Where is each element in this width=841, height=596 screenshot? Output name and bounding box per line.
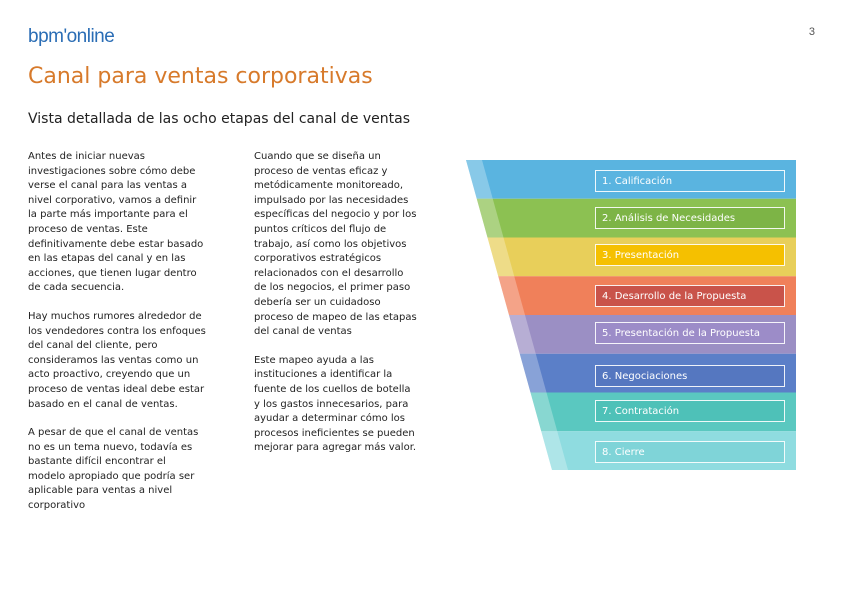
funnel-stage-label: 7. Contratación	[595, 400, 785, 422]
page-title: Canal para ventas corporativas	[28, 64, 373, 89]
bpmonline-logo: bpm'online	[28, 26, 115, 47]
funnel-stage-label: 3. Presentación	[595, 244, 785, 266]
page-number: 3	[808, 26, 815, 38]
funnel-stage-label: 4. Desarrollo de la Propuesta	[595, 285, 785, 307]
text-column-left	[28, 150, 206, 528]
funnel-stage-label: 2. Análisis de Necesidades	[595, 207, 785, 229]
paragraph: Hay muchos rumores alrededor de los vendedores contra los enfoques del canal del cliente, pero consideramos las ventas como un acto proactivo, creyendo que un proceso de ventas ideal debe estar basado en el canal de ventas.	[28, 310, 206, 410]
paragraph: A pesar de que el canal de ventas no es un tema nuevo, todavía es bastante difícil encontrar el modelo apropiado que podría ser aplicable para ventas a nivel corporativo	[28, 427, 199, 512]
paragraph: Cuando que se diseña un proceso de ventas eficaz y metódicamente monitoreado, impulsado por las necesidades específicas del negocio y por los puntos críticos del flujo de trabajo, así como los objetivos corporativos estratégicos relacionados con el desarrollo de los negocios, el primer paso debería ser un cuidadoso proceso de mapeo de las etapas del canal de ventas	[254, 151, 417, 338]
funnel-stage-label: 8. Cierre	[595, 441, 785, 463]
funnel-stage-label: 5. Presentación de la Propuesta	[595, 322, 785, 344]
paragraph: Antes de iniciar nuevas investigaciones sobre cómo debe verse el canal para las ventas a nivel corporativo, vamos a definir la parte más importante para el proceso de ventas. Este definitivamente debe estar basado en las etapas del canal y en las acciones, que tienen lugar dentro de cada secuencia.	[28, 151, 204, 294]
page-subtitle: Vista detallada de las ocho etapas del canal de ventas	[28, 111, 411, 127]
text-column-middle	[254, 150, 419, 470]
funnel-stage-label: 6. Negociaciones	[595, 365, 785, 387]
funnel-stage-label: 1. Calificación	[595, 170, 785, 192]
paragraph: Este mapeo ayuda a las instituciones a identificar la fuente de los cuellos de botella y los gastos innecesarios, para ayudar a determinar cómo los procesos ineficientes se pueden mejorar para agregar más valor.	[254, 354, 417, 454]
